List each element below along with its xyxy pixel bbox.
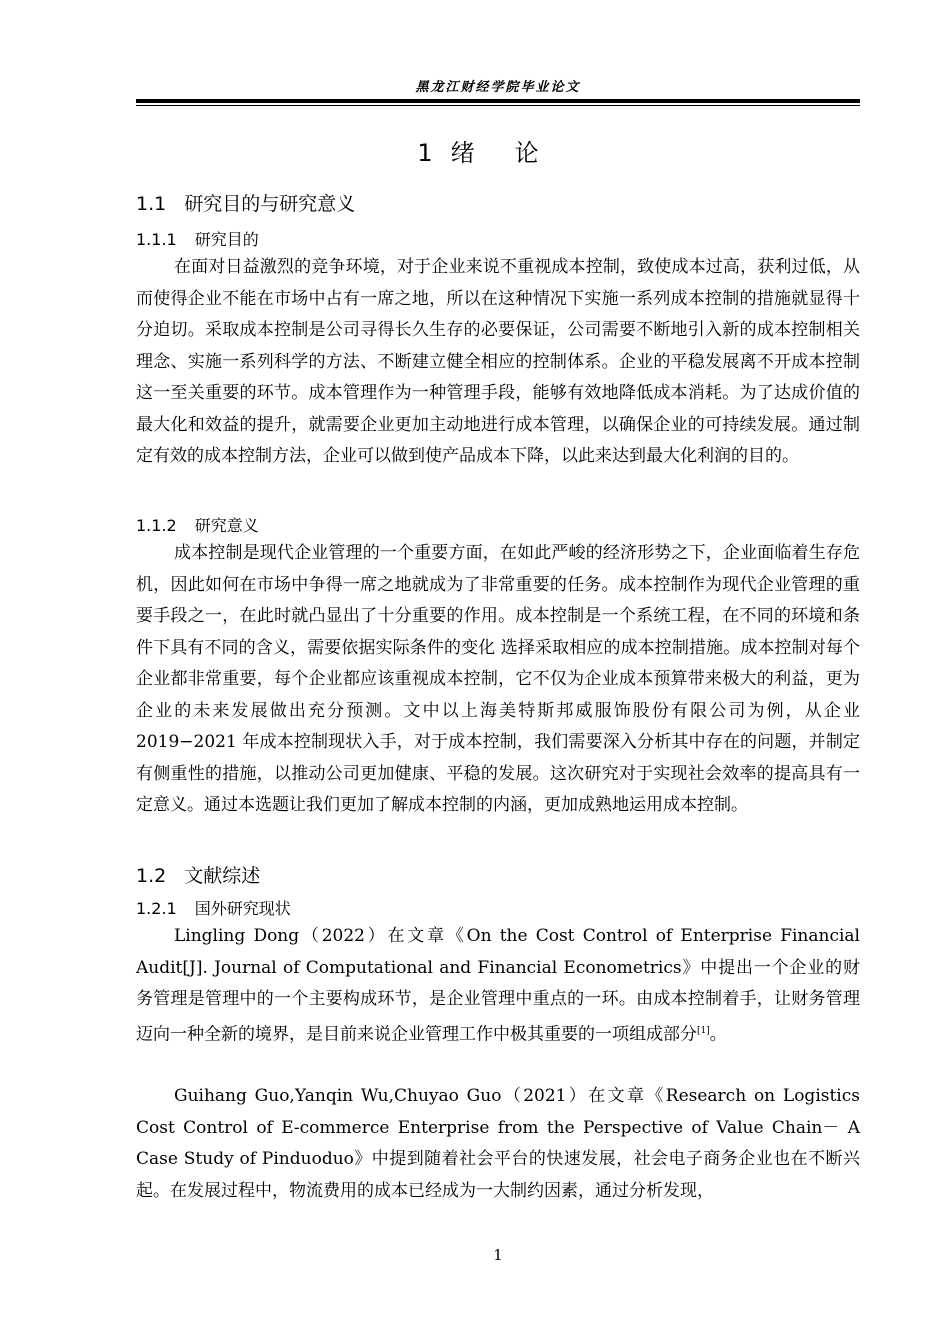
- header-rule-thick: [136, 99, 860, 103]
- paragraph-foreign-study-2: Guihang Guo,Yanqin Wu,Chuyao Guo（2021）在文章《Research on Logistics Cost Control of E-commerce Enterprise from the Perspective of Value Chain－ A Case Study of Pinduoduo》中提到随着社会平台的快速发展，社会电子商务企业也在不断兴起。在发展过程中，物流费用的成本已经成为一大制约因素，通过分析发现，: [136, 1086, 860, 1201]
- section-title: 研究意义: [194, 516, 259, 535]
- page-number: 1: [493, 1246, 503, 1264]
- paragraph-research-purpose: 在面对日益激烈的竞争环境，对于企业来说不重视成本控制，致使成本过高，获利过低，从而使得企业不能在市场中占有一席之地，所以在这种情况下实施一系列成本控制的措施就显得十分迫切。采取成本控制是公司寻得长久生存的必要保证，公司需要不断地引入新的成本控制相关理念、实施一系列科学的方法、不断建立健全相应的控制体系。企业的平稳发展离不开成本控制这一至关重要的环节。成本管理作为一种管理手段，能够有效地降低成本消耗。为了达成价值的最大化和效益的提升，就需要企业更加主动地进行成本管理，以确保企业的可持续发展。通过制定有效的成本控制方法，企业可以做到使产品成本下降，以此来达到最大化利润的目的。: [136, 257, 860, 466]
- section-number: 1.2.1: [136, 899, 177, 918]
- chapter-title: [136, 133, 860, 168]
- section-number: 1.1: [136, 193, 167, 215]
- citation-reference: [1]: [697, 1025, 710, 1036]
- paragraph-end: 。: [709, 1024, 727, 1045]
- section-heading-1-1: [136, 189, 355, 216]
- section-heading-1-2: [136, 861, 260, 888]
- section-heading-1-1-2: [136, 513, 259, 536]
- paragraph-foreign-study-1: [136, 921, 860, 1051]
- chapter-title-text: 绪论: [450, 139, 579, 167]
- paragraph-research-significance: 成本控制是现代企业管理的一个重要方面，在如此严峻的经济形势之下，企业面临着生存危机，因此如何在市场中争得一席之地就成为了非常重要的任务。成本控制作为现代企业管理的重要手段之一，在此时就凸显出了十分重要的作用。成本控制是一个系统工程，在不同的环境和条件下具有不同的含义，需要依据实际条件的变化 选择采取相应的成本控制措施。成本控制对每个企业都非常重要，每个企业都应该重视成本控制，它不仅为企业成本预算带来极大的利益，更为企业的未来发展做出充分预测。文中以上海美特斯邦威服饰股份有限公司为例，从企业 2019−2021 年成本控制现状入手，对于成本控制，我们需要深入分析其中存在的问题，并制定有侧重性的措施，以推动公司更加健康、平稳的发展。这次研究对于实现社会效率的提高具有一定意义。通过本选题让我们更加了解成本控制的内涵，更加成熟地运用成本控制。: [136, 543, 860, 815]
- header-rule-thin: [136, 105, 860, 106]
- section-number: 1.1.1: [136, 230, 177, 249]
- running-header: 黑龙江财经学院毕业论文: [415, 80, 581, 95]
- section-heading-1-1-1: [136, 227, 259, 250]
- section-number: 1.1.2: [136, 516, 177, 535]
- section-title: 文献综述: [184, 865, 261, 887]
- section-heading-1-2-1: [136, 896, 291, 919]
- section-title: 研究目的: [194, 230, 259, 249]
- section-title: 研究目的与研究意义: [184, 193, 356, 215]
- section-title: 国外研究现状: [194, 899, 291, 918]
- chapter-number: 1: [417, 139, 433, 167]
- section-number: 1.2: [136, 865, 167, 887]
- paragraph-text: Lingling Dong（2022）在文章《On the Cost Control of Enterprise Financial Audit[J]. Journal of Computational and Financial Econometrics》中提出一个企业的财务管理是管理中的一个主要构成环节，是企业管理中重点的一环。由成本控制着手，让财务管理迈向一种全新的境界，是目前来说企业管理工作中极其重要的一项组成部分: [136, 926, 860, 1045]
